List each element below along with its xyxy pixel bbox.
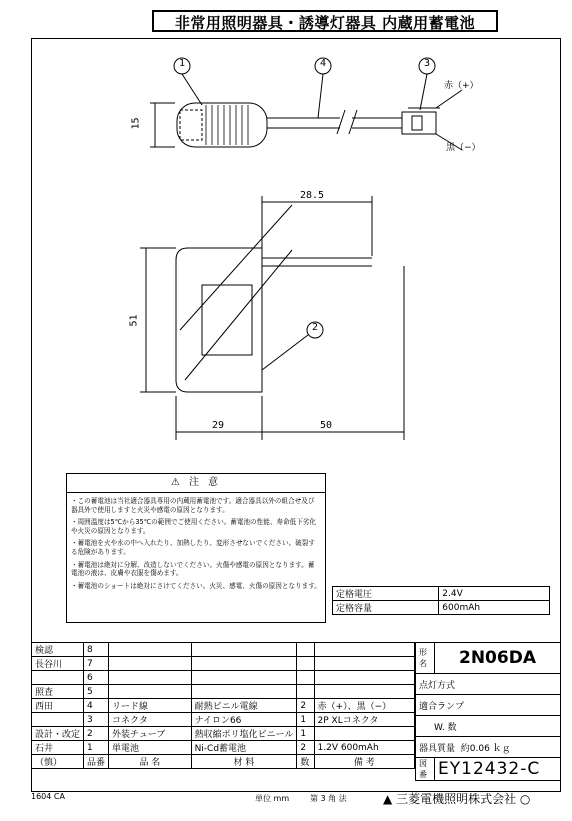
- circle-icon: ○: [519, 792, 531, 806]
- spec-value: 600mAh: [439, 601, 550, 615]
- parts-table: [31, 642, 415, 769]
- connector: [402, 112, 436, 134]
- cell-hidden-line: [180, 110, 202, 140]
- callout-2: 2: [311, 322, 319, 333]
- spec-table: [332, 586, 550, 615]
- spec-value: 2.4V: [439, 587, 550, 601]
- dim-28-5: 28.5: [300, 190, 325, 201]
- caution-item: ・周囲温度は5℃から35℃の範囲でご使用ください。蓄電池の性能、寿命低下劣化や火災の原因となります。: [71, 518, 316, 535]
- drawing-number: EY12432-C: [435, 758, 561, 781]
- warning-triangle-icon: ⚠: [170, 477, 183, 488]
- dim-15: 15: [130, 117, 142, 130]
- company-logo: ▲ 三菱電機照明株式会社 ○: [383, 792, 531, 806]
- mass-cell: 器具質量 約0.06 ｋｇ: [416, 737, 561, 758]
- callout-4: 4: [319, 58, 327, 69]
- unit-label: 単位 mm: [255, 794, 290, 803]
- info-table: 形名 2N06DA 点灯方式 適合ランプ W. 数 器具質量 約0.06 ｋｇ 図番 EY12432-C: [415, 642, 561, 781]
- projection-label: 第 3 角 法: [310, 794, 347, 803]
- table-row: 石井 1 単電池 Ni-Cd蓄電池 2 1.2V 600mAh: [32, 741, 415, 755]
- caution-item: ・蓄電池を火や水の中へ入れたり、加熱したり、変形させないでください。破裂する危険があります。: [71, 539, 315, 556]
- footer-code: 1604 CA: [31, 792, 65, 801]
- caution-header: ⚠ 注 意: [67, 474, 325, 493]
- wire-black-label: 黒（−）: [446, 143, 481, 153]
- table-row: 長谷川 7: [32, 657, 415, 671]
- wire-red-label: 赤（+）: [444, 81, 479, 91]
- spec-label: 定格電圧: [333, 587, 439, 601]
- table-header: （慎） 品番 品 名 材 料 数 備 考: [32, 755, 415, 769]
- table-row: 設計・改定 2 外装チューブ 熱収縮ポリ塩化ビニール 1: [32, 727, 415, 741]
- table-row: 照査 5: [32, 685, 415, 699]
- caution-box: [66, 473, 326, 623]
- dim-51: 51: [128, 314, 140, 327]
- document-title: 非常用照明器具・誘導灯器具 内蔵用蓄電池: [152, 10, 498, 32]
- callout-1: 1: [178, 58, 186, 69]
- mitsubishi-logo-icon: ▲: [383, 792, 393, 806]
- spec-label: 定格容量: [333, 601, 439, 615]
- callout-3: 3: [423, 58, 431, 69]
- model-number: 2N06DA: [435, 643, 561, 674]
- table-row: 3 コネクタ ナイロン66 1 2P XLコネクタ: [32, 713, 415, 727]
- table-row: 6: [32, 671, 415, 685]
- dim-29: 29: [212, 420, 225, 431]
- table-row: 検認 8: [32, 643, 415, 657]
- dim-50: 50: [320, 420, 333, 431]
- table-row: 西田 4 リード線 耐熱ビニル電線 2 赤（+）、黒（−）: [32, 699, 415, 713]
- caution-item: ・蓄電池は絶対に分解、改造しないでください。火傷や感電の原因となります。蓄電池の液は、皮膚や衣服を傷めます。: [71, 560, 315, 578]
- caution-item: ・蓄電池のショートは絶対にさけてください。火災、感電、火傷の原因となります。: [71, 581, 321, 590]
- caution-item: ・この蓄電池は当社適合器具専用の内蔵用蓄電池です。適合器具以外の組合せ及び器具外で使用しますと火災や感電の原因となります。: [71, 497, 315, 514]
